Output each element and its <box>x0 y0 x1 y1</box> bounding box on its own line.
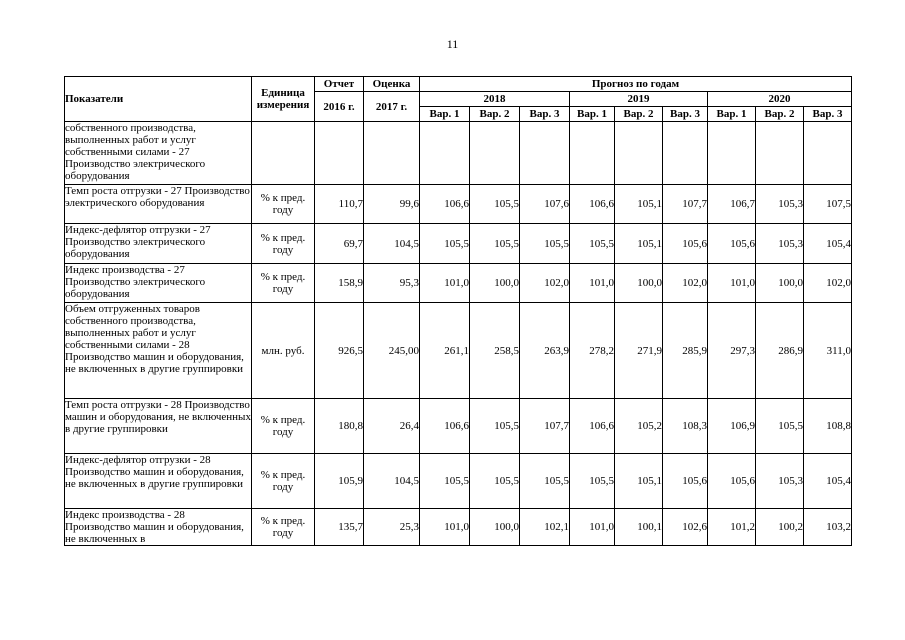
value-cell: 105,5 <box>756 399 804 454</box>
table-row <box>65 224 852 264</box>
value-cell: 106,6 <box>570 399 615 454</box>
value-cell <box>364 122 420 185</box>
value-cell <box>615 122 663 185</box>
value-cell: 100,1 <box>615 509 663 546</box>
value-cell: 106,6 <box>420 399 470 454</box>
header-variant: Вар. 3 <box>520 107 570 122</box>
value-cell: 278,2 <box>570 303 615 399</box>
value-cell: 258,5 <box>470 303 520 399</box>
table-body <box>65 122 852 546</box>
indicator-cell: собственного производства, выполненных работ и услуг собственными силами - 27 Производство электрического оборудования <box>65 122 252 185</box>
header-report: Отчет <box>315 77 364 92</box>
value-cell: 286,9 <box>756 303 804 399</box>
header-unit: Единица измерения <box>252 77 315 122</box>
header-forecast: Прогноз по годам <box>420 77 852 92</box>
indicator-cell: Индекс-дефлятор отгрузки - 27 Производство электрического оборудования <box>65 224 252 264</box>
value-cell: 105,1 <box>615 224 663 264</box>
value-cell: 311,0 <box>804 303 852 399</box>
value-cell: 106,6 <box>420 185 470 224</box>
value-cell: 105,5 <box>470 399 520 454</box>
table-row <box>65 399 852 454</box>
value-cell: 101,0 <box>570 264 615 303</box>
value-cell <box>756 122 804 185</box>
value-cell: 105,5 <box>570 454 615 509</box>
header-variant: Вар. 2 <box>756 107 804 122</box>
header-year-2019: 2019 <box>570 92 708 107</box>
value-cell: 100,2 <box>756 509 804 546</box>
value-cell: 101,0 <box>708 264 756 303</box>
value-cell: 101,0 <box>420 264 470 303</box>
value-cell: 107,7 <box>663 185 708 224</box>
value-cell: 105,5 <box>470 185 520 224</box>
header-year-2018: 2018 <box>420 92 570 107</box>
value-cell: 105,5 <box>420 454 470 509</box>
value-cell: 101,2 <box>708 509 756 546</box>
value-cell: 297,3 <box>708 303 756 399</box>
indicator-cell: Темп роста отгрузки - 27 Производство электрического оборудования <box>65 185 252 224</box>
value-cell: 271,9 <box>615 303 663 399</box>
value-cell: 926,5 <box>315 303 364 399</box>
header-estimate: Оценка <box>364 77 420 92</box>
unit-cell: млн. руб. <box>252 303 315 399</box>
value-cell: 26,4 <box>364 399 420 454</box>
value-cell <box>570 122 615 185</box>
table-row <box>65 509 852 546</box>
indicator-cell: Темп роста отгрузки - 28 Производство машин и оборудования, не включенных в другие группировки <box>65 399 252 454</box>
unit-cell: % к пред. году <box>252 224 315 264</box>
value-cell: 105,6 <box>663 454 708 509</box>
value-cell: 102,1 <box>520 509 570 546</box>
value-cell: 100,0 <box>470 264 520 303</box>
value-cell: 110,7 <box>315 185 364 224</box>
value-cell: 104,5 <box>364 454 420 509</box>
value-cell: 105,6 <box>663 224 708 264</box>
value-cell: 105,5 <box>470 224 520 264</box>
value-cell <box>520 122 570 185</box>
value-cell: 105,5 <box>520 224 570 264</box>
forecast-table <box>64 76 852 546</box>
value-cell <box>470 122 520 185</box>
unit-cell <box>252 122 315 185</box>
value-cell: 102,0 <box>520 264 570 303</box>
header-report-year: 2016 г. <box>315 92 364 122</box>
value-cell: 105,4 <box>804 454 852 509</box>
header-variant: Вар. 3 <box>804 107 852 122</box>
value-cell <box>708 122 756 185</box>
header-indicators: Показатели <box>65 77 252 122</box>
value-cell: 107,7 <box>520 399 570 454</box>
value-cell: 180,8 <box>315 399 364 454</box>
value-cell: 158,9 <box>315 264 364 303</box>
header-variant: Вар. 1 <box>570 107 615 122</box>
value-cell: 105,5 <box>570 224 615 264</box>
value-cell: 99,6 <box>364 185 420 224</box>
value-cell: 105,3 <box>756 454 804 509</box>
unit-cell: % к пред. году <box>252 454 315 509</box>
value-cell: 102,0 <box>804 264 852 303</box>
value-cell: 105,5 <box>420 224 470 264</box>
value-cell: 105,6 <box>708 224 756 264</box>
value-cell: 105,1 <box>615 454 663 509</box>
unit-cell: % к пред. году <box>252 399 315 454</box>
header-variant: Вар. 2 <box>470 107 520 122</box>
header-variant: Вар. 1 <box>420 107 470 122</box>
value-cell: 107,6 <box>520 185 570 224</box>
indicator-cell: Индекс-дефлятор отгрузки - 28 Производство машин и оборудования, не включенных в другие группировки <box>65 454 252 509</box>
value-cell: 105,1 <box>615 185 663 224</box>
value-cell: 100,0 <box>470 509 520 546</box>
value-cell: 105,3 <box>756 224 804 264</box>
value-cell: 102,0 <box>663 264 708 303</box>
page-number: 11 <box>446 37 459 51</box>
header-variant: Вар. 1 <box>708 107 756 122</box>
value-cell: 100,0 <box>756 264 804 303</box>
table-row <box>65 185 852 224</box>
unit-cell: % к пред. году <box>252 264 315 303</box>
value-cell: 105,5 <box>470 454 520 509</box>
value-cell: 105,6 <box>708 454 756 509</box>
header-year-2020: 2020 <box>708 92 852 107</box>
indicator-cell: Объем отгруженных товаров собственного производства, выполненных работ и услуг собственными силами - 28 Производство машин и оборудования, не включенных в другие группировки <box>65 303 252 399</box>
value-cell: 105,2 <box>615 399 663 454</box>
table-row <box>65 303 852 399</box>
value-cell: 100,0 <box>615 264 663 303</box>
value-cell: 135,7 <box>315 509 364 546</box>
indicator-cell: Индекс производства - 27 Производство электрического оборудования <box>65 264 252 303</box>
value-cell: 25,3 <box>364 509 420 546</box>
value-cell <box>804 122 852 185</box>
value-cell: 102,6 <box>663 509 708 546</box>
header-variant: Вар. 3 <box>663 107 708 122</box>
value-cell: 106,9 <box>708 399 756 454</box>
table-row <box>65 264 852 303</box>
value-cell: 95,3 <box>364 264 420 303</box>
value-cell: 101,0 <box>570 509 615 546</box>
value-cell: 101,0 <box>420 509 470 546</box>
value-cell: 105,9 <box>315 454 364 509</box>
value-cell <box>420 122 470 185</box>
value-cell: 69,7 <box>315 224 364 264</box>
value-cell: 245,00 <box>364 303 420 399</box>
value-cell <box>663 122 708 185</box>
unit-cell: % к пред. году <box>252 509 315 546</box>
indicator-cell: Индекс производства - 28 Производство машин и оборудования, не включенных в <box>65 509 252 546</box>
value-cell: 108,8 <box>804 399 852 454</box>
value-cell: 263,9 <box>520 303 570 399</box>
value-cell: 107,5 <box>804 185 852 224</box>
value-cell: 105,3 <box>756 185 804 224</box>
value-cell: 104,5 <box>364 224 420 264</box>
value-cell: 105,5 <box>520 454 570 509</box>
value-cell: 285,9 <box>663 303 708 399</box>
header-estimate-year: 2017 г. <box>364 92 420 122</box>
header-variant: Вар. 2 <box>615 107 663 122</box>
value-cell: 261,1 <box>420 303 470 399</box>
table-row <box>65 454 852 509</box>
value-cell: 105,4 <box>804 224 852 264</box>
value-cell: 108,3 <box>663 399 708 454</box>
unit-cell: % к пред. году <box>252 185 315 224</box>
value-cell: 106,7 <box>708 185 756 224</box>
value-cell: 106,6 <box>570 185 615 224</box>
table-row <box>65 122 852 185</box>
value-cell <box>315 122 364 185</box>
value-cell: 103,2 <box>804 509 852 546</box>
